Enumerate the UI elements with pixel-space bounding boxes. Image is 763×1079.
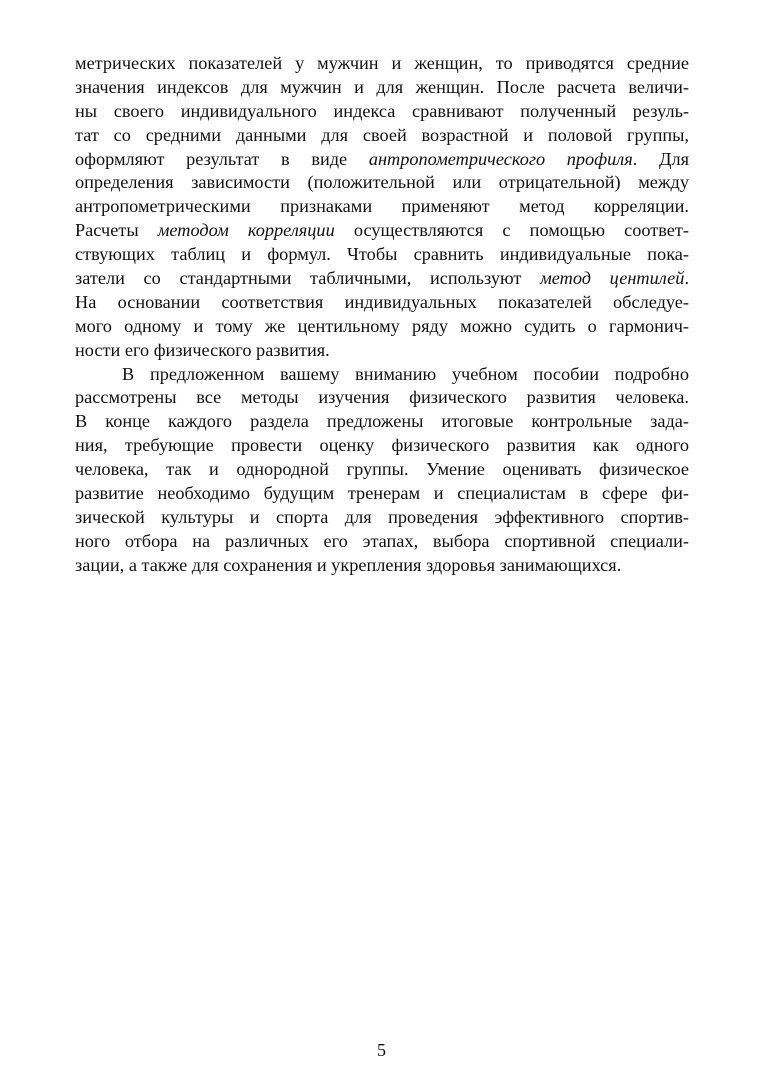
text-segment: значения индексов для мужчин и для женщин. После расчета величи- xyxy=(75,76,689,97)
text-line xyxy=(75,506,689,530)
text-line xyxy=(75,243,689,267)
text-line xyxy=(75,195,689,219)
text-segment: . xyxy=(684,268,689,289)
text-segment: зической культуры и спорта для проведения эффективного спортив- xyxy=(75,506,689,527)
text-segment: На основании соответствия индивидуальных показателей обследуе- xyxy=(75,291,689,312)
text-segment: зации, а также для сохранения и укрепления здоровья занимающихся. xyxy=(75,554,622,575)
text-line xyxy=(75,434,689,458)
text-segment: ного отбора на различных его этапах, выбора спортивной специали- xyxy=(75,530,689,551)
text-segment: ности его физического развития. xyxy=(75,339,330,360)
text-segment: рассмотрены все методы изучения физического развития человека. xyxy=(75,387,689,408)
text-segment: В предложенном вашему вниманию учебном пособии подробно xyxy=(122,363,689,384)
text-line xyxy=(75,458,689,482)
text-line xyxy=(75,171,689,195)
text-segment: ния, требующие провести оценку физического развития как одного xyxy=(75,435,689,456)
text-line xyxy=(75,410,689,434)
paragraph xyxy=(75,52,689,363)
text-segment: оформляют результат в виде xyxy=(75,148,369,169)
text-line xyxy=(75,554,689,578)
text-line xyxy=(75,315,689,339)
text-line xyxy=(75,52,689,76)
text-line xyxy=(75,291,689,315)
text-segment: мого одному и тому же центильному ряду можно судить о гармонич- xyxy=(75,315,689,336)
text-line xyxy=(75,100,689,124)
text-segment: В конце каждого раздела предложены итоговые контрольные зада- xyxy=(75,411,689,432)
italic-term: методом корреляции xyxy=(157,220,335,241)
text-line xyxy=(75,76,689,100)
text-segment: человека, так и однородной группы. Умение оценивать физическое xyxy=(75,459,689,480)
text-segment: Расчеты xyxy=(75,220,158,241)
paragraph xyxy=(75,363,689,578)
italic-term: метод центилей xyxy=(540,268,685,289)
text-segment: ствующих таблиц и формул. Чтобы сравнить индивидуальные пока- xyxy=(75,244,689,265)
text-segment: затели со стандартными табличными, используют xyxy=(75,268,541,289)
text-segment: ны своего индивидуального индекса сравнивают полученный резуль- xyxy=(75,100,689,121)
text-segment: осуществляются с помощью соответ- xyxy=(334,220,689,241)
text-line xyxy=(75,482,689,506)
text-segment: . Для xyxy=(632,148,689,169)
text-line xyxy=(75,124,689,148)
body-text xyxy=(75,52,689,578)
text-line xyxy=(75,148,689,172)
text-segment: развитие необходимо будущим тренерам и специалистам в сфере фи- xyxy=(75,483,689,504)
text-segment: тат со средними данными для своей возрастной и половой группы, xyxy=(75,124,689,145)
text-line xyxy=(75,219,689,243)
page-number: 5 xyxy=(377,1040,386,1060)
text-line xyxy=(75,267,689,291)
text-line xyxy=(75,530,689,554)
text-line xyxy=(75,386,689,410)
text-line xyxy=(75,339,689,363)
text-line xyxy=(75,363,689,387)
italic-term: антропометрического профиля xyxy=(368,148,633,169)
text-segment: определения зависимости (положительной или отрицательной) между xyxy=(75,172,689,193)
text-segment: антропометрическими признаками применяют метод корреляции. xyxy=(75,196,689,217)
text-segment: метрических показателей у мужчин и женщин, то приводятся средние xyxy=(75,53,689,73)
